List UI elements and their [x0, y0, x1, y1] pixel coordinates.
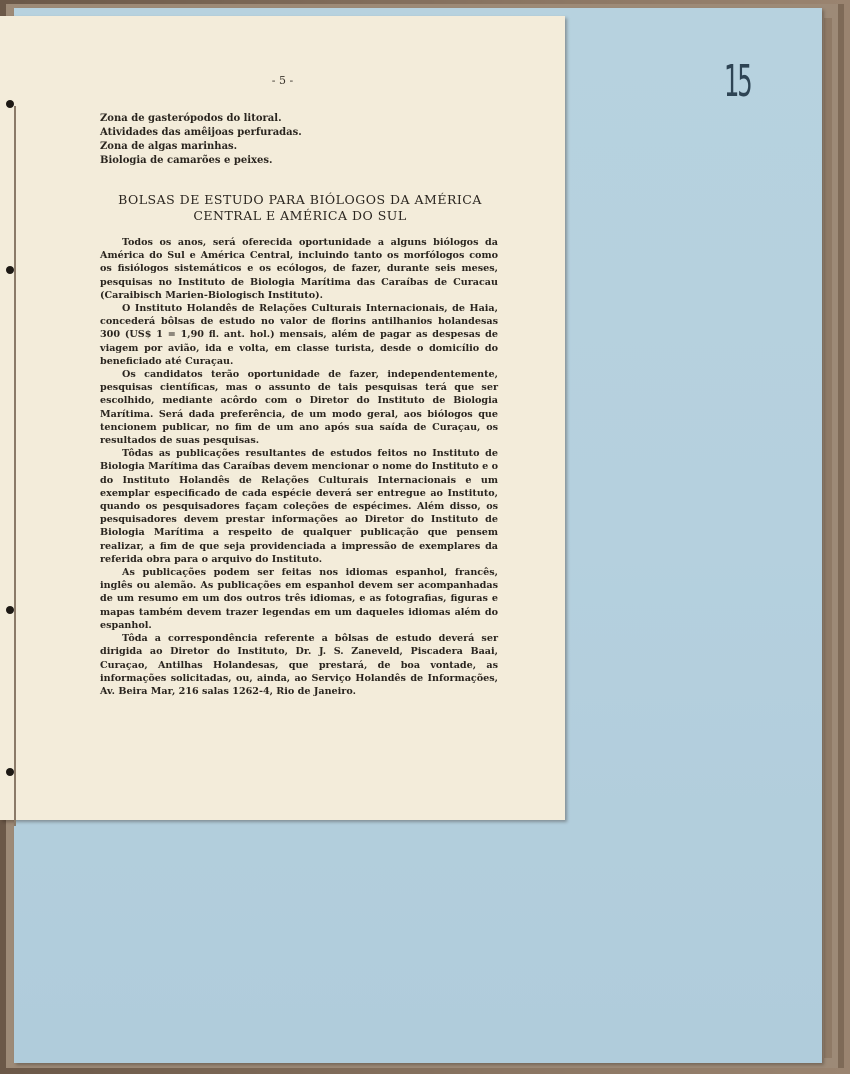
- binding-hole: [6, 100, 14, 108]
- printed-page: [0, 16, 565, 820]
- paragraph: Tôda a correspondência referente a bôlsas de estudo deverá ser dirigida ao Diretor do Instituto, Dr. J. S. Zaneveld, Piscadera Baai, Curaçao, Antilhas Holandesas, que prestará, de boa vontade, as informações solicitadas, ou, ainda, ao Serviço Holandês de Informações, Av. Beira Mar, 216 salas 1262-4, Rio de Janeiro.: [100, 633, 498, 697]
- paragraph: Tôdas as publicações resultantes de estudos feitos no Instituto de Biologia Marítima das Caraíbas devem mencionar o nome do Instituto e o do Instituto Holandês de Relações Culturais Internacionais e um exemplar especificado de cada espécie deverá ser entregue ao Instituto, quando os pesquisadores façam coleções de espécimes. Além disso, os pesquisadores devem prestar informações ao Diretor do Instituto de Biologia Marítima a respeito de qualquer publicação que pensem realizar, a fim de que seja providenciada a impressão de exemplares da referida obra para o arquivo do Instituto.: [100, 448, 498, 565]
- binding-hole: [6, 768, 14, 776]
- paragraph: Os candidatos terão oportunidade de fazer, independentemente, pesquisas científicas, mas o assunto de tais pesquisas terá que ser escolhido, mediante acôrdo com o Diretor do Instituto de Biologia Marítima. Será dada preferência, de um modo geral, aos biólogos que tencionem publicar, no fim de um ano após sua saída de Curaçau, os resultados de suas pesquisas.: [100, 369, 498, 447]
- paragraph: O Instituto Holandês de Relações Culturais Internacionais, de Haia, concederá bôlsas de estudo no valor de florins antilhanios holandesas 300 (US$ 1 = 1,90 fl. ant. hol.) mensais, além de pagar as despesas de viagem por avião, ida e volta, em classe turista, desde o domicílio do beneficiado até Curaçau.: [100, 303, 498, 367]
- handwritten-page-number: 15: [724, 56, 751, 107]
- section-heading: [100, 192, 500, 224]
- heading-line: BOLSAS DE ESTUDO PARA BIÓLOGOS DA AMÉRICA: [118, 192, 482, 207]
- list-item: Zona de algas marinhas.: [100, 141, 238, 152]
- list-item: Zona de gasterópodos do litoral.: [100, 113, 282, 124]
- list-item: Biologia de camarões e peixes.: [100, 155, 273, 166]
- binding-hole: [6, 266, 14, 274]
- binding-hole: [6, 606, 14, 614]
- paragraph: As publicações podem ser feitas nos idiomas espanhol, francês, inglês ou alemão. As publicações em espanhol devem ser acompanhadas de um resumo em um dos outros três idiomas, e as fotografias, figuras e mapas também devem trazer legendas em um daqueles idiomas além do espanhol.: [100, 567, 498, 631]
- sheet-edge: [824, 18, 832, 1058]
- heading-line: CENTRAL E AMÉRICA DO SUL: [193, 208, 407, 223]
- page-folio: - 5 -: [271, 74, 294, 87]
- paragraph: Todos os anos, será oferecida oportunidade a alguns biólogos da América do Sul e América Central, incluindo tanto os morfólogos como os fisiólogos sistemáticos e os ecólogos, de fazer, durante seis meses, pesquisas no Instituto de Biologia Marítima das Caraíbas de Curacau (Caraibisch Marien-Biologisch Instituto).: [100, 237, 498, 301]
- topic-list: [100, 112, 420, 168]
- list-item: Atividades das amêijoas perfuradas.: [100, 127, 302, 138]
- article-body: [100, 236, 498, 698]
- binding-thread: [14, 106, 16, 826]
